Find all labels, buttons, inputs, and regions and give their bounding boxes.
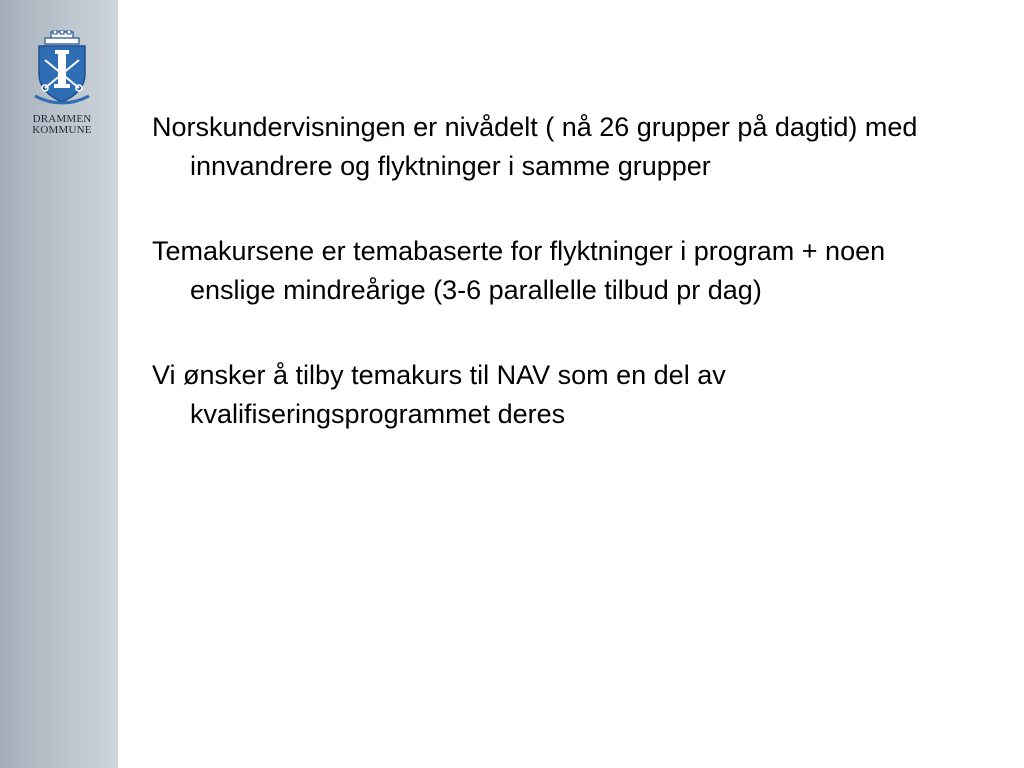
bullet-paragraph: Vi ønsker å tilby temakurs til NAV som en del av kvalifiseringsprogrammet deres [152,360,726,429]
logo-text-line-2: KOMMUNE [32,124,92,136]
logo-text-line-1: DRAMMEN [32,113,92,125]
municipality-logo [22,30,102,136]
slide-body [152,108,952,480]
drammen-coat-of-arms-icon [31,30,93,108]
bullet-paragraph: Norskundervisningen er nivådelt ( nå 26 grupper på dagtid) med innvandrere og flyktninger i samme grupper [152,112,918,181]
bullet-paragraph: Temakursene er temabaserte for flyktninger i program + noen enslige mindreårige (3-6 parallelle tilbud pr dag) [152,236,886,305]
